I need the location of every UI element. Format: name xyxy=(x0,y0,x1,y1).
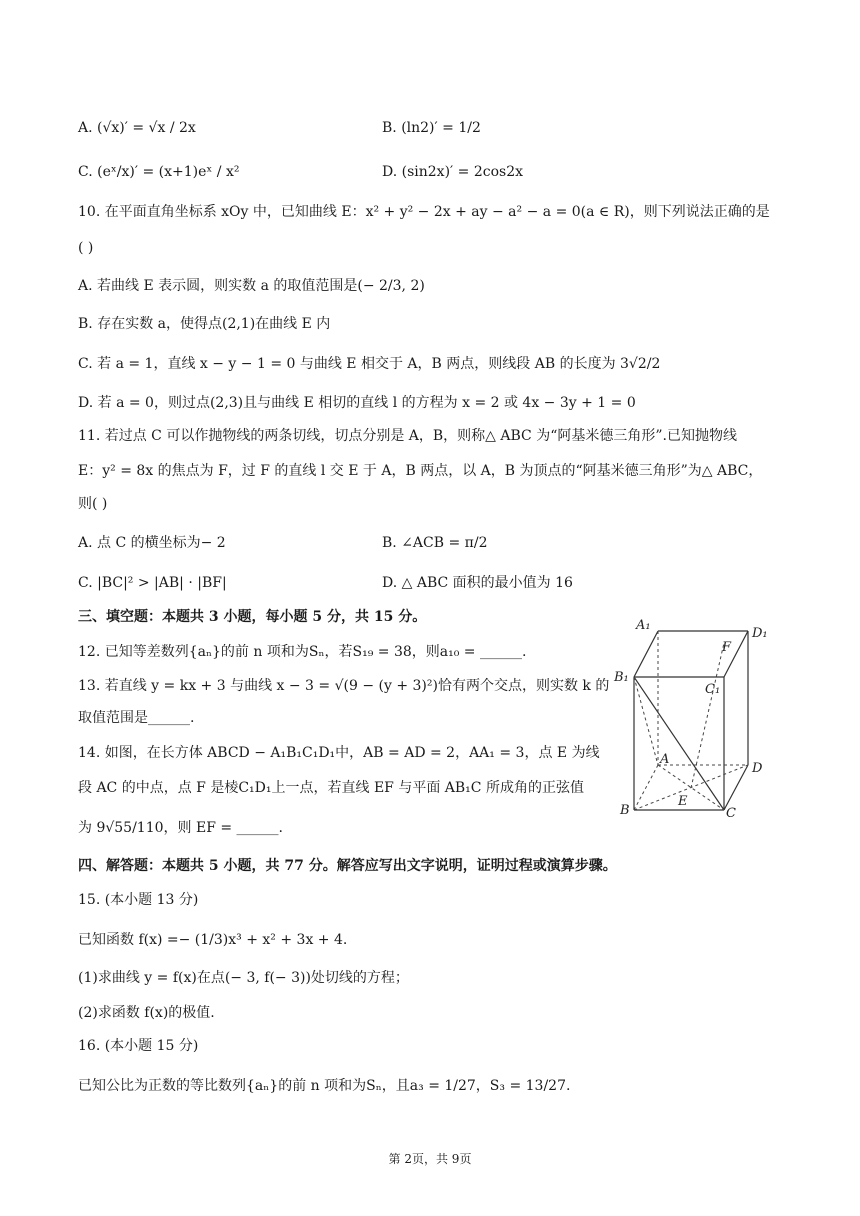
q9-option-d: D. (sin2x)′ = 2cos2x xyxy=(382,164,524,180)
q10-option-d: D. 若 a = 0，则过点(2,3)且与曲线 E 相切的直线 l 的方程为 x = 2 或 4x − 3y + 1 = 0 xyxy=(78,395,636,411)
label-d1: D₁ xyxy=(752,626,768,641)
q9-option-c: C. (eˣ/x)′ = (x+1)eˣ / x² xyxy=(78,164,240,180)
q15-heading: 15. (本小题 13 分) xyxy=(78,892,199,908)
label-a: A xyxy=(660,752,670,767)
label-e: E xyxy=(678,794,688,809)
q10-option-a: A. 若曲线 E 表示圆，则实数 a 的取值范围是(− 2/3, 2) xyxy=(78,278,425,294)
q15-part2: (2)求函数 f(x)的极值. xyxy=(78,1005,215,1021)
q16-heading: 16. (本小题 15 分) xyxy=(78,1038,199,1054)
q14-line1: 14. 如图，在长方体 ABCD − A₁B₁C₁D₁中，AB = AD = 2，AA₁ = 3，点 E 为线 xyxy=(78,745,600,761)
page-footer: 第 2页，共 9页 xyxy=(388,1152,472,1166)
label-f: F xyxy=(722,640,732,655)
q10-option-b: B. 存在实数 a，使得点(2,1)在曲线 E 内 xyxy=(78,316,331,332)
cuboid-figure xyxy=(610,615,780,825)
label-c1: C₁ xyxy=(705,682,721,697)
q15-stem: 已知函数 f(x) =− (1/3)x³ + x² + 3x + 4. xyxy=(78,932,348,948)
q9-option-b: B. (ln2)′ = 1/2 xyxy=(382,120,481,136)
q11-stem-line2: E：y² = 8x 的焦点为 F，过 F 的直线 l 交 E 于 A，B 两点，以 A，B 为顶点的“阿基米德三角形”为△ ABC， xyxy=(78,463,763,479)
q10-stem-line1: 10. 在平面直角坐标系 xOy 中，已知曲线 E：x² + y² − 2x + ay − a² − a = 0(a ∈ R)，则下列说法正确的是 xyxy=(78,204,770,220)
q13-line1: 13. 若直线 y = kx + 3 与曲线 x − 3 = √(9 − (y + 3)²)恰有两个交点，则实数 k 的 xyxy=(78,678,610,694)
q11-stem-line1: 11. 若过点 C 可以作抛物线的两条切线，切点分别是 A，B，则称△ ABC 为“阿基米德三角形”.已知抛物线 xyxy=(78,428,737,444)
q13-line2: 取值范围是______. xyxy=(78,710,195,726)
q11-stem-line3: 则( ) xyxy=(78,496,108,512)
section-3-heading: 三、填空题：本题共 3 小题，每小题 5 分，共 15 分。 xyxy=(78,609,427,625)
q11-option-b: B. ∠ACB = π/2 xyxy=(382,535,488,551)
q14-line3: 为 9√55/110，则 EF = ______. xyxy=(78,820,283,836)
label-c: C xyxy=(726,806,736,821)
q15-part1: (1)求曲线 y = f(x)在点(− 3, f(− 3))处切线的方程； xyxy=(78,970,409,986)
label-a1: A₁ xyxy=(636,618,651,633)
q11-option-d: D. △ ABC 面积的最小值为 16 xyxy=(382,575,573,591)
q9-option-a: A. (√x)′ = √x / 2x xyxy=(78,120,196,136)
q14-line2: 段 AC 的中点，点 F 是棱C₁D₁上一点，若直线 EF 与平面 AB₁C 所成角的正弦值 xyxy=(78,780,584,796)
q11-option-a: A. 点 C 的横坐标为− 2 xyxy=(78,535,226,551)
q12-text: 12. 已知等差数列{aₙ}的前 n 项和为Sₙ，若S₁₉ = 38，则a₁₀ = ______. xyxy=(78,644,527,660)
q11-option-c: C. |BC|² > |AB| · |BF| xyxy=(78,575,227,591)
q16-stem: 已知公比为正数的等比数列{aₙ}的前 n 项和为Sₙ，且a₃ = 1/27，S₃ = 13/27. xyxy=(78,1078,571,1094)
section-4-heading: 四、解答题：本题共 5 小题，共 77 分。解答应写出文字说明，证明过程或演算步骤。 xyxy=(78,858,617,874)
q10-option-c: C. 若 a = 1，直线 x − y − 1 = 0 与曲线 E 相交于 A，B 两点，则线段 AB 的长度为 3√2/2 xyxy=(78,356,661,372)
q10-stem-line2: ( ) xyxy=(78,240,94,256)
label-b1: B₁ xyxy=(614,670,629,685)
label-d: D xyxy=(752,761,763,776)
label-b: B xyxy=(620,803,630,818)
